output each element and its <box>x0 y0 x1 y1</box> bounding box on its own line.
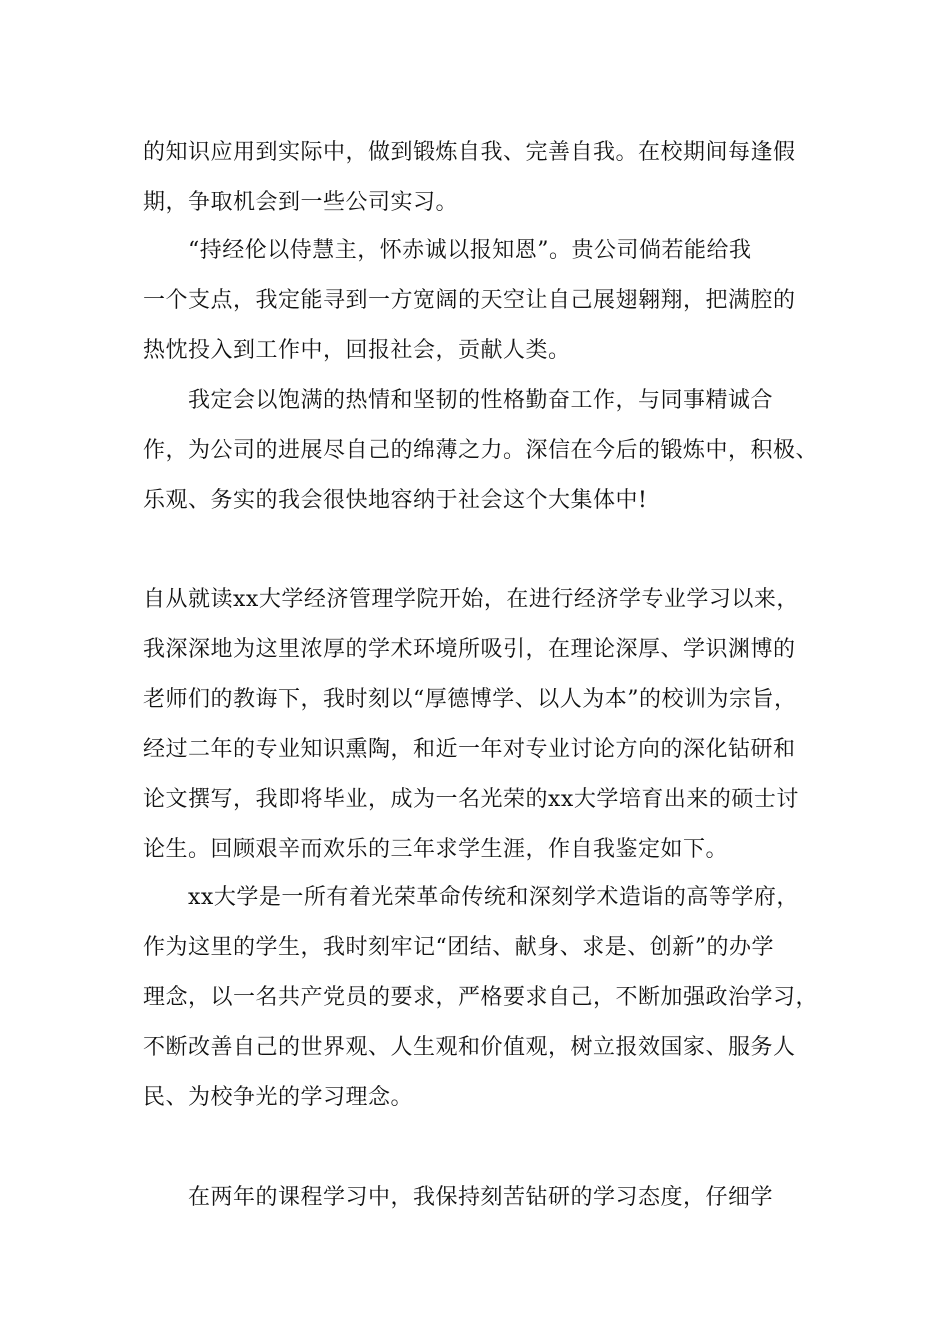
text-line: 老师们的教诲下，我时刻以“厚德博学、以人为本”的校训为宗旨， <box>143 687 797 712</box>
paragraph-commitment <box>143 376 843 526</box>
text-line: “持经伦以侍慧主，怀赤诚以报知恩”。贵公司倘若能给我 <box>143 238 752 263</box>
text-line: 不断改善自己的世界观、人生观和价值观，树立报效国家、服务人 <box>143 1035 796 1060</box>
paragraph-internship <box>143 128 843 228</box>
paragraph-quote <box>143 226 843 376</box>
paragraph-university-values <box>143 873 843 1123</box>
text-line: 作为这里的学生，我时刻牢记“团结、献身、求是、创新”的办学 <box>143 935 774 960</box>
text-line: 热忱投入到工作中，回报社会，贡献人类。 <box>143 338 571 363</box>
text-line: 一个支点，我定能寻到一方宽阔的天空让自己展翅翱翔，把满腔的 <box>143 288 796 313</box>
text-line: 经过二年的专业知识熏陶，和近一年对专业讨论方向的深化钻研和 <box>143 737 796 762</box>
paragraph-coursework <box>143 1173 843 1223</box>
text-line: 期，争取机会到一些公司实习。 <box>143 190 459 215</box>
text-line: 我定会以饱满的热情和坚韧的性格勤奋工作，与同事精诚合 <box>143 388 774 413</box>
text-line: 论文撰写，我即将毕业，成为一名光荣的xx大学培育出来的硕士讨 <box>143 787 799 812</box>
text-line: 论生。回顾艰辛而欢乐的三年求学生涯，作自我鉴定如下。 <box>143 837 729 862</box>
text-line: 作，为公司的进展尽自己的绵薄之力。深信在今后的锻炼中，积极、 <box>143 438 819 463</box>
paragraph-university-intro <box>143 575 843 875</box>
text-line: 在两年的课程学习中，我保持刻苦钻研的学习态度，仔细学 <box>143 1185 774 1210</box>
text-line: 自从就读xx大学经济管理学院开始，在进行经济学专业学习以来， <box>143 587 799 612</box>
text-line: 理念，以一名共产党员的要求，严格要求自己，不断加强政治学习， <box>143 985 819 1010</box>
text-line: 我深深地为这里浓厚的学术环境所吸引，在理论深厚、学识渊博的 <box>143 637 796 662</box>
text-line: 乐观、务实的我会很快地容纳于社会这个大集体中! <box>143 488 648 513</box>
text-line: 的知识应用到实际中，做到锻炼自我、完善自我。在校期间每逢假 <box>143 140 796 165</box>
text-line: xx大学是一所有着光荣革命传统和深刻学术造诣的高等学府， <box>143 885 799 910</box>
text-line: 民、为校争光的学习理念。 <box>143 1085 414 1110</box>
